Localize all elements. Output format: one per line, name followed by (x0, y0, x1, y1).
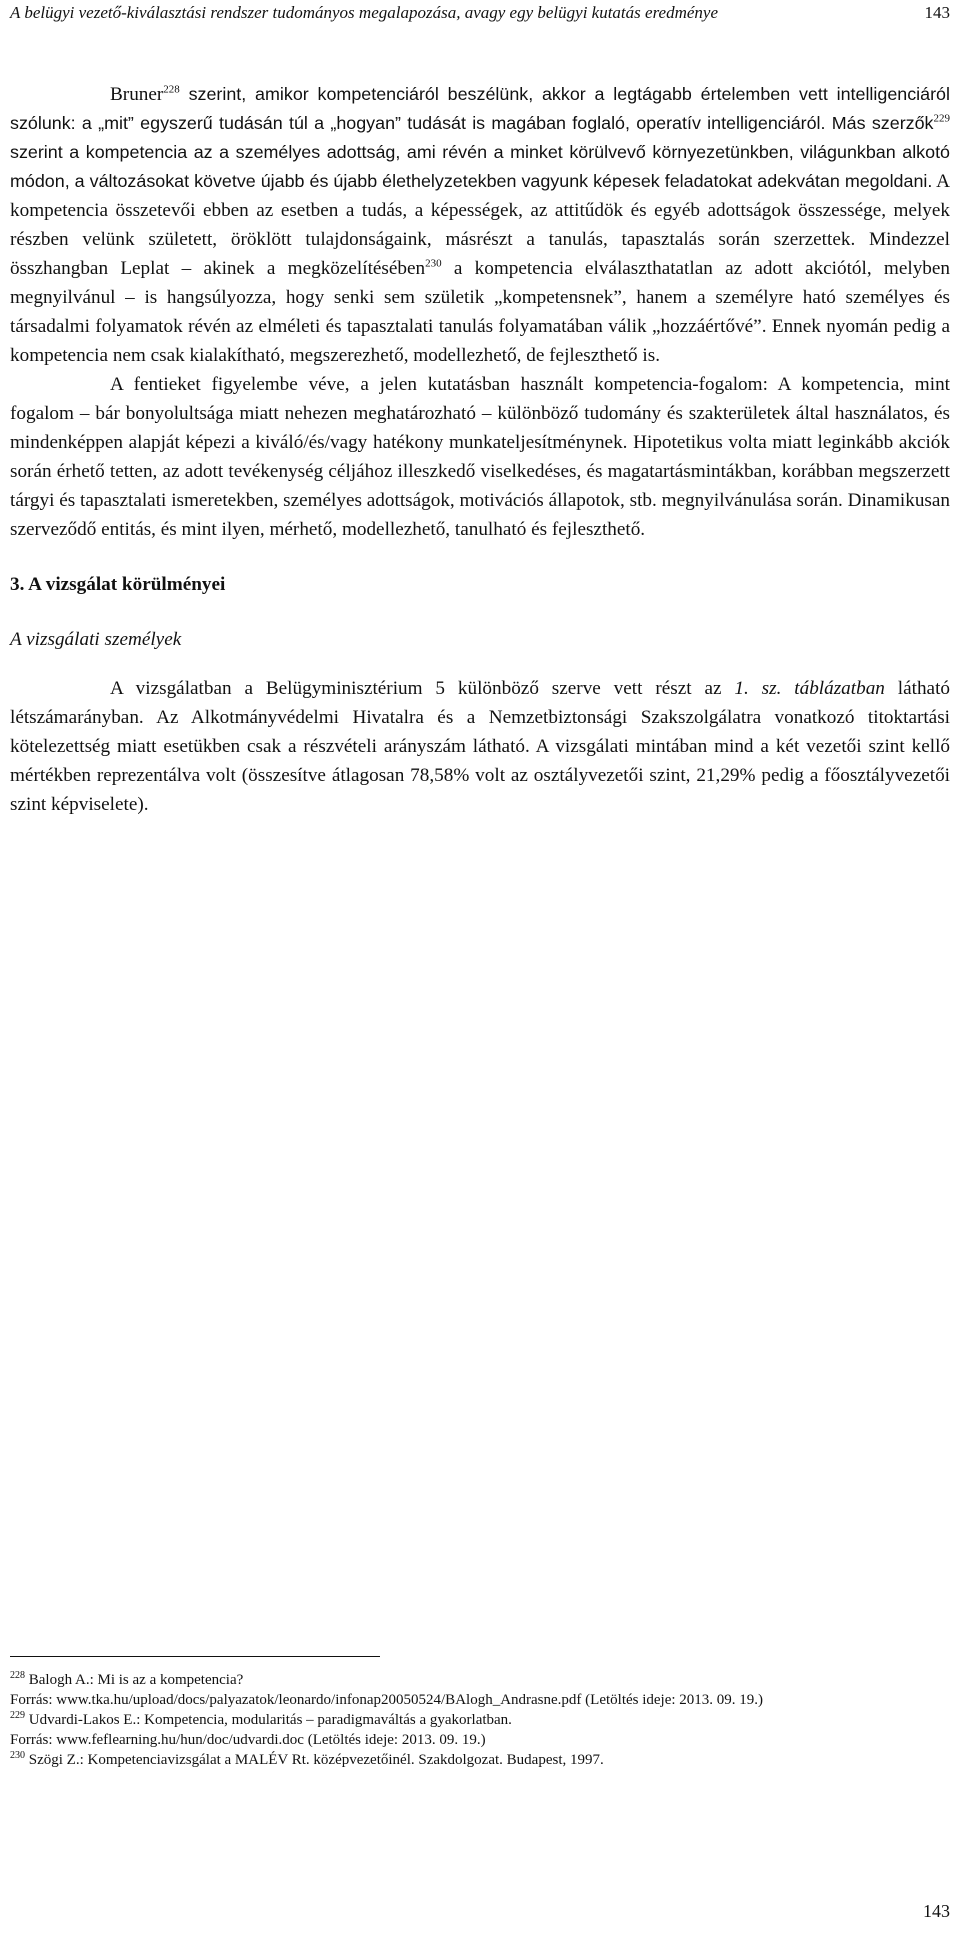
footnote-title-line (10, 1750, 950, 1770)
paragraph-competence-definitions (10, 80, 950, 370)
paragraph-text: szerint, amikor kompetenciáról beszélünk, akkor a legtágabb értelemben vett intelligenciáról szólunk: a „mit” egyszerű tudásán túl a „hogyan” tudását is magában foglaló, operatív intelligenciáról. Más szerzők (10, 84, 950, 133)
spacer (10, 654, 950, 674)
footnote-text: Szögi Z.: Kompetenciavizsgálat a MALÉV Rt. középvezetőinél. Szakdolgozat. Budapest, 1997. (25, 1752, 604, 1768)
footnote-reference-230[interactable]: 230 (425, 257, 442, 270)
paragraph-competence-concept: A fentieket figyelembe véve, a jelen kutatásban használt kompetencia-fogalom: A kompetencia, mint fogalom – bár bonyolultsága miatt nehezen meghatározható – különböző tudomány és szakterületek által használatos, és mindenképpen alapját képezi a kiváló/és/vagy hatékony munkateljesítménynek. Hipotetikus volta miatt leginkább akciók során érhető tetten, az adott tevékenység céljához illeszkedő viselkedéses, és magatartásmintákban, korábban megszerzett tárgyi és tapasztalati ismeretekben, személyes adottságok, motivációs állapotok, stb. megnyilvánulása során. Dinamikusan szerveződő entitás, és mint ilyen, mérhető, modellezhető, tanulható és fejleszthető. (10, 374, 950, 540)
footnote-228 (10, 1670, 950, 1710)
body-text (10, 80, 950, 819)
footnote-text: Balogh A.: Mi is az a kompetencia? (25, 1672, 244, 1688)
running-header-title: A belügyi vezető-kiválasztási rendszer tudományos megalapozása, avagy egy belügyi kutatás eredménye (10, 3, 719, 22)
page-number: 143 (923, 1901, 950, 1921)
footnote-title-line (10, 1710, 950, 1730)
spacer (10, 544, 950, 570)
paragraph-text: A vizsgálatban a Belügyminisztérium 5 különböző szerve vett részt az (110, 678, 735, 699)
table-reference: 1. sz. táblázatban (734, 678, 885, 699)
footnote-reference-228[interactable]: 228 (163, 83, 180, 96)
footnotes (10, 1670, 950, 1770)
running-header-page-number: 143 (924, 3, 950, 22)
footnote-divider (10, 1656, 380, 1657)
footnote-source-line: Forrás: www.tka.hu/upload/docs/palyazatok/leonardo/infonap20050524/BAlogh_Andrasne.pdf (Letöltés ideje: 2013. 09. 19.) (10, 1692, 764, 1708)
running-header (10, 2, 950, 26)
paragraph-text: Bruner (110, 84, 164, 105)
footnote-reference-229[interactable]: 229 (933, 112, 950, 125)
footnote-230 (10, 1750, 950, 1770)
footnote-number: 228 (10, 1670, 25, 1681)
footnote-text: Udvardi-Lakos E.: Kompetencia, modularitás – paradigmaváltás a gyakorlatban. (25, 1712, 512, 1728)
subsection-heading: A vizsgálati személyek (10, 629, 182, 650)
paragraph-text: A kompetencia összetevői ebben az esetben a tudás, a képességek, az attitűdök és egyéb adottságok összessége, melyek részben velünk született, öröklött tulajdonságaink, másrészt a tanulás, tapasztalás során szerzettek. Mindezzel összhangban Leplat – akinek a megközelítésében (10, 171, 950, 279)
footnote-number: 229 (10, 1710, 25, 1721)
footnote-source-line: Forrás: www.feflearning.hu/hun/doc/udvardi.doc (Letöltés ideje: 2013. 09. 19.) (10, 1732, 486, 1748)
footnote-title-line (10, 1670, 950, 1690)
section-heading: 3. A vizsgálat körülményei (10, 574, 226, 595)
footnote-229 (10, 1710, 950, 1750)
paragraph-text: szerint a kompetencia az a személyes adottság, ami révén a minket körülvevő környezetünkben, világunkban alkotó módon, a változásokat követve újabb és újabb élethelyzetekben vagyunk képesek feladatokat adekvátan megoldani. (10, 142, 950, 191)
paragraph-text: a kompetencia elválaszthatatlan az adott akciótól, melyben megnyilvánul – is hangsúlyozza, hogy senki sem születik „kompetensnek”, hanem a személyre ható személyes és társadalmi folyamatok révén az elméleti és tapasztalati tanulás folyamatában válik „hozzáértővé”. Ennek nyomán pedig a kompetencia nem csak kialakítható, megszerezhető, modellezhető, de fejleszthető is. (10, 258, 950, 366)
paragraph-participants (10, 674, 950, 819)
footnote-number: 230 (10, 1750, 25, 1761)
paragraph-text: látható létszámarányban. Az Alkotmányvédelmi Hivatalra és a Nemzetbiztonsági Szakszolgálatra vonatkozó titoktartási kötelezettség miatt esetükben csak a részvételi arányszám látható. A vizsgálati mintában mind a két vezetői szint kellő mértékben reprezentálva volt (összesítve átlagosan 78,58% volt az osztályvezetői szint, 21,29% pedig a főosztályvezetői szint képviselete). (10, 678, 950, 815)
